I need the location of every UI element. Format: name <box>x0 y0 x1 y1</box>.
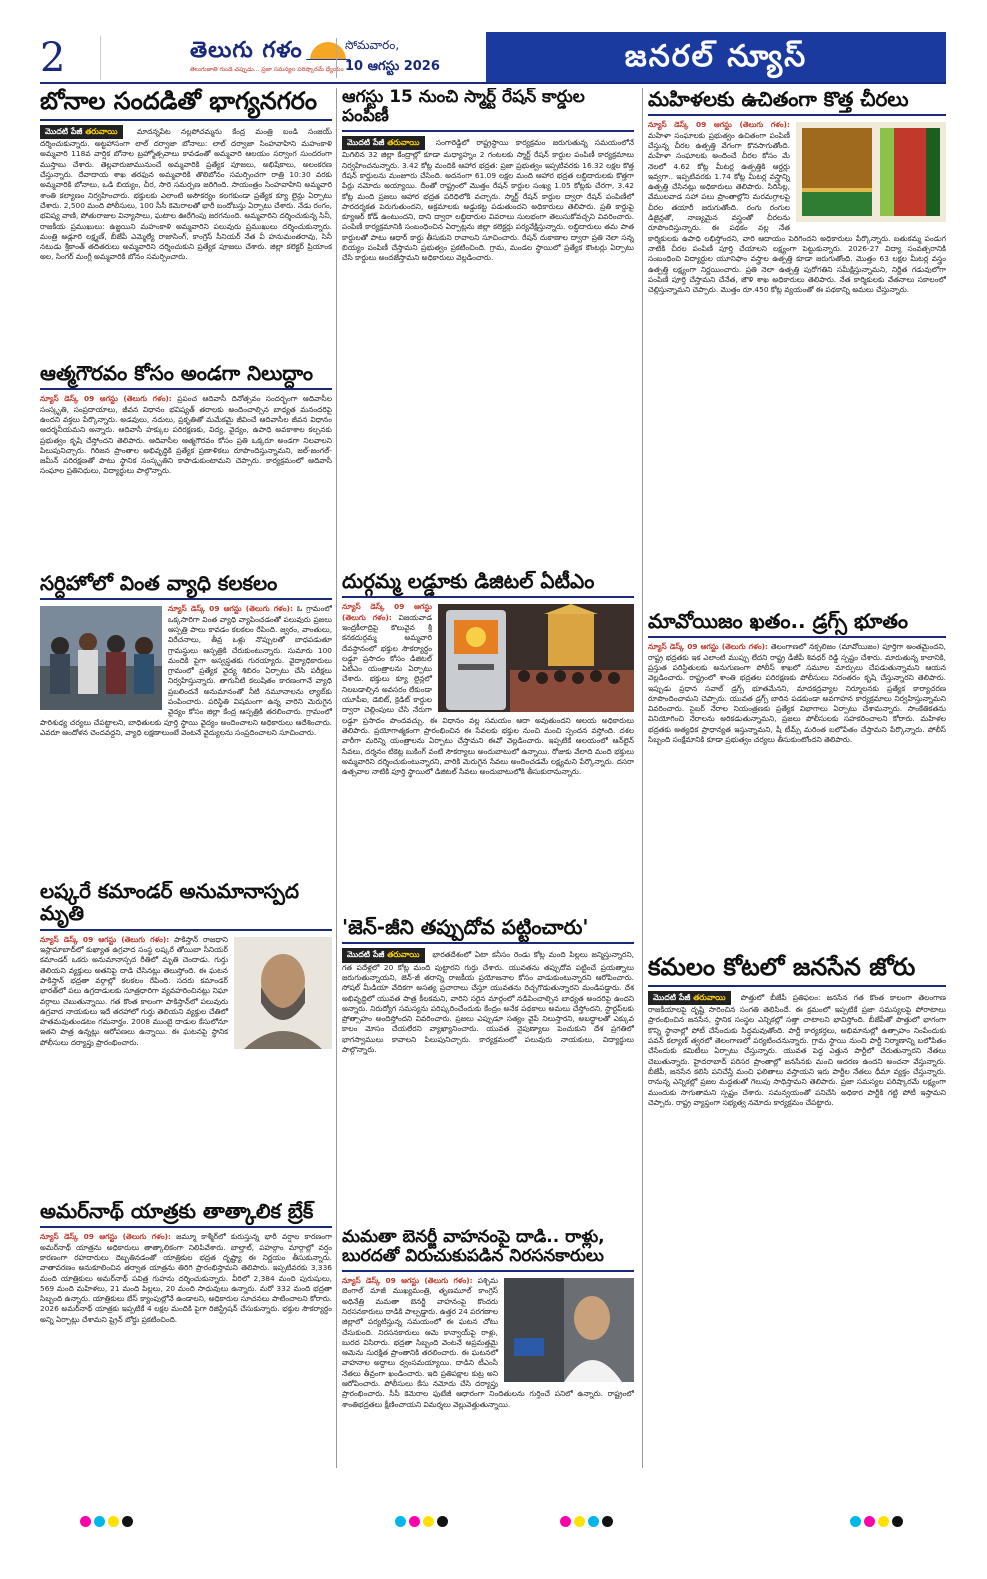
registration-marks <box>560 1512 616 1526</box>
headline-rule <box>40 929 332 931</box>
cyan-dot <box>94 1516 105 1527</box>
magenta-dot <box>409 1516 420 1527</box>
cyan-dot <box>395 1516 406 1527</box>
article-sarees <box>648 88 946 603</box>
headline: 'జెన్-జీని తప్పుదోవ పట్టించారు' <box>342 916 589 939</box>
article-body: మొదటి పేజీ తరువాయి సంగారెడ్డిలో రాష్ట్రస్థాయి కార్యక్రమం జరుగుతున్న సమయంలోనే మిగిలిన 32 జిల్లా కేంద్రాల్లో కూడా మధ్యాహ్నం 2 గంటలకు స్మార్ట్ రేషన్ కార్డుల పంపిణీ కార్యక్రమాలు నిర్వహించనున్నారు. 3.42 కోట్ల మందికి ఆహార భద్రత: ప్రజా ప్రభుత్వం ఇప్పటివరకు 16.32 లక్షల కొత్త రేషన్ కార్డులను మంజూరు చేసింది. అదనంగా 61.09 లక్షల మంది ఆహార భద్రత లబ్ధిదారులకు కొత్తగా పేర్లు నమోదు అయ్యాయి. దీంతో రాష్ట్రంలో మొత్తం రేషన్ కార్డుల సంఖ్య 1.05 కోట్లకు చేరగా, 3.42 కోట్ల మంది ప్రజలు ఆహార భద్రత పరిధిలోకి వచ్చారు. స్మార్ట్ రేషన్ కార్డుల ద్వారా రేషన్ పంపిణీలో పారదర్శకత పెరుగుతుందని, అక్రమాలకు అడ్డుకట్ట పడుతుందని అధికారులు తెలిపారు. ప్రతి కార్డుపై క్యూఆర్ కోడ్ ఉంటుందని, దాని ద్వారా లబ్ధిదారుల వివరాలు సులభంగా తెలుసుకోవచ్చని వివరించారు. పంపిణీ కార్యక్రమానికి సంబంధించిన ఏర్పాట్లను జిల్లా కలెక్టర్లు పర్యవేక్షిస్తున్నారు. లబ్ధిదారులు తమ పాత కార్డులతో పాటు ఆధార్ కార్డు తీసుకుని రావాలని సూచించారు. రేషన్ దుకాణాల ద్వారా ప్రతి నెలా సన్న బియ్యం పంపిణీ చేస్తామని ప్రభుత్వం ప్రకటించింది. గ్రామ, మండల స్థాయిలో ప్రత్యేక కౌంటర్లు ఏర్పాటు చేసి కార్డులు అందజేస్తామని అధికారులు వెల్లడించారు. <box>342 138 634 263</box>
article-amarnath <box>40 1200 332 1480</box>
dateline: న్యూస్ డెస్క్ 09 ఆగస్టు (తెలుగు గళం): <box>342 602 432 622</box>
black-dot <box>602 1516 613 1527</box>
yellow-dot <box>574 1516 585 1527</box>
headline: కమలం కోటలో జనసేన జోరు <box>648 954 916 981</box>
issue-day: సోమవారం, <box>345 38 400 52</box>
article-body: న్యూస్ డెస్క్ 09 ఆగస్టు (తెలుగు గళం): విజయవాడ ఇంద్రకీలాద్రిపై కొలువైన శ్రీ కనకదుర్గమ్మ అమ్మవారి దేవస్థానంలో భక్తుల సౌకర్యార్థం లడ్డూ ప్రసాదం కోసం డిజిటల్ ఏటీఎం యంత్రాలను ఏర్పాటు చేశారు. భక్తులు క్యూ లైన్లలో నిలబడాల్సిన అవసరం లేకుండా యూపీఐ, డెబిట్, క్రెడిట్ కార్డుల ద్వారా చెల్లింపులు చేసి నేరుగా లడ్డూ ప్రసాదం పొందవచ్చు. ఈ విధానం వల్ల సమయం ఆదా అవుతుందని ఆలయ అధికారులు తెలిపారు. ప్రయోగాత్మకంగా ప్రారంభించిన ఈ సేవలకు భక్తుల నుంచి మంచి స్పందన వస్తోంది. దశల వారీగా మరిన్ని యంత్రాలను ఏర్పాటు చేస్తామని ఈవో వెల్లడించారు. ఇప్పటికే ఆలయంలో ఆన్‌లైన్ సేవలు, దర్శనం టికెట్ల బుకింగ్ వంటి సౌకర్యాలు అందుబాటులో ఉన్నాయి. రోజుకు వేలాది మంది భక్తులు అమ్మవారిని దర్శించుకుంటున్నారని, వారికి మెరుగైన సేవలు అందించడమే లక్ష్యమని పేర్కొన్నారు. దసరా ఉత్సవాల నాటికి పూర్తి స్థాయిలో డిజిటల్ సేవలు అందుబాటులోకి తీసుకురానున్నారు. <box>342 602 634 777</box>
black-dot <box>122 1516 133 1527</box>
logo-text: తెలుగు గళం <box>190 38 303 63</box>
headline-rule <box>342 1270 634 1272</box>
headline-rule <box>40 119 332 121</box>
headline: దుర్గమ్మ లడ్డూకు డిజిటల్ ఏటీఎం <box>342 570 595 593</box>
article-body: న్యూస్ డెస్క్ 09 ఆగస్టు (తెలుగు గళం): ప్రపంచ ఆదివాసీ దినోత్సవం సందర్భంగా ఆదివాసీల సంస్కృతి, సంప్రదాయాలు, జీవన విధానం భవిష్యత్ తరాలకు అందించాల్సిన బాధ్యత మనందరిపై ఉందని వక్తలు పేర్కొన్నారు. అడవులు, నదులు, ప్రకృతితో మమేకమై జీవించే ఆదివాసీల జీవన విధానం ఆదర్శనీయమని అన్నారు. ఆదివాసీ హక్కుల పరిరక్షణకు, విద్య, వైద్యం, ఉపాధి అవకాశాల కల్పనకు ప్రభుత్వం కృషి చేస్తోందని తెలిపారు. ఆదివాసీల ఆత్మగౌరవం కోసం ప్రతి ఒక్కరూ అండగా నిలవాలని పిలుపునిచ్చారు. గిరిజన ప్రాంతాల అభివృద్ధికి ప్రత్యేక ప్రణాళికలు రూపొందిస్తున్నామని, జల్-జంగల్-జమీన్ పరిరక్షణతో పాటు స్థానిక సంస్కృతిని కాపాడుకుంటామని చెప్పారు. కార్యక్రమంలో ఆదివాసీ సంఘాల ప్రతినిధులు, విద్యార్థులు పాల్గొన్నారు. <box>40 394 332 476</box>
dateline: న్యూస్ డెస్క్ 09 ఆగస్టు (తెలుగు గళం): <box>342 1276 473 1286</box>
headline: మహిళలకు ఉచితంగా కొత్త చీరలు <box>648 88 909 111</box>
headline-rule <box>648 636 946 638</box>
headline: లష్కరే కమాండర్ అనుమానాస్పద మృతి <box>40 880 299 926</box>
page-number: 2 <box>40 36 101 80</box>
dateline: న్యూస్ డెస్క్ 09 ఆగస్టు (తెలుగు గళం): <box>648 120 790 130</box>
cyan-dot <box>588 1516 599 1527</box>
headline: ఆత్మగౌరవం కోసం అండగా నిలుద్దాం <box>40 362 313 385</box>
temple-atm-photo <box>438 604 634 712</box>
headline-rule <box>648 985 946 987</box>
registration-marks <box>395 1512 451 1526</box>
article-maoism <box>648 610 946 940</box>
headline-rule <box>40 1226 332 1228</box>
issue-date: 10 ఆగస్టు 2026 <box>345 59 440 74</box>
masthead <box>40 32 946 84</box>
article-body: న్యూస్ డెస్క్ 09 ఆగస్టు (తెలుగు గళం): తెలంగాణలో నక్సలిజం (మావోయిజం) పూర్తిగా అంతమైందని, రాష్ట్ర భద్రతకు ఇక ఎలాంటి ముప్పు లేదని రాష్ట్ర డీజీపీ శివధర్ రెడ్డి స్పష్టం చేశారు. మారుతున్న కాలానికి, ప్రస్తుత పరిస్థితులకు అనుగుణంగా పోలీస్ శాఖలో సమూల మార్పులు చేపడుతున్నామని ఆయన వెల్లడించారు. రాష్ట్రంలో శాంతి భద్రతల పరిరక్షణకు పోలీసులు నిరంతరం కృషి చేస్తున్నారని తెలిపారు. ఇప్పుడు ప్రధాన సవాల్ డ్రగ్స్ భూతమేనని, మాదకద్రవ్యాల నిర్మూలనకు ప్రత్యేక కార్యాచరణ రూపొందించామని చెప్పారు. యువత డ్రగ్స్ బారిన పడకుండా అవగాహన కార్యక్రమాలు నిర్వహిస్తున్నామని వివరించారు. సైబర్ నేరాల నియంత్రణకు ప్రత్యేక విభాగాలు ఏర్పాటు చేశామన్నారు. సాంకేతికతను వినియోగించి నేరాలను అరికడుతున్నామని, ప్రజలు పోలీసులకు సహకరించాలని కోరారు. మహిళల భద్రతకు అత్యధిక ప్రాధాన్యత ఇస్తున్నామని, షీ టీమ్స్ మరింత బలోపేతం చేస్తామని పేర్కొన్నారు. పోలీస్ సిబ్బంది సంక్షేమానికి కూడా ప్రభుత్వం చర్యలు తీసుకుంటోందని తెలిపారు. <box>648 642 946 745</box>
crowd-photo <box>40 606 162 710</box>
article-adivasi <box>40 362 332 562</box>
magenta-dot <box>80 1516 91 1527</box>
article-body: న్యూస్ డెస్క్ 09 ఆగస్టు (తెలుగు గళం): పశ్చిమ బెంగాల్ మాజీ ముఖ్యమంత్రి, తృణమూల్ కాంగ్రెస్ అధినేత్రి మమతా బెనర్జీ వాహనంపై కొందరు నిరసనకారులు దాడికి పాల్పడ్డారు. ఉత్తర 24 పరగణాల జిల్లాలో పర్యటిస్తున్న సమయంలో ఈ ఘటన చోటు చేసుకుంది. నిరసనకారులు ఆమె కాన్వాయ్‌పై రాళ్లు, బురద విసిరారు. భద్రతా సిబ్బంది వెంటనే అప్రమత్తమై ఆమెను సురక్షిత ప్రాంతానికి తరలించారు. ఈ ఘటనలో వాహనాల అద్దాలు ధ్వంసమయ్యాయి. దాడిని టీఎంసీ నేతలు తీవ్రంగా ఖండించారు. ఇది ప్రతిపక్షాల కుట్ర అని ఆరోపించారు. పోలీసులు కేసు నమోదు చేసి దర్యాప్తు ప్రారంభించారు. సీసీ కెమెరాల ఫుటేజీ ఆధారంగా నిందితులను గుర్తించే పనిలో ఉన్నారు. రాష్ట్రంలో శాంతిభద్రతలు క్షీణించాయని విమర్శలు వెల్లువెత్తుతున్నాయి. <box>342 1276 634 1409</box>
mamata-photo <box>504 1278 634 1382</box>
article-disease <box>40 572 332 872</box>
headline-rule <box>342 596 634 598</box>
article-janasena <box>648 954 946 1579</box>
registration-marks <box>80 1512 136 1526</box>
article-body: మొదటి పేజీ తరువాయి మాదన్నపేట నల్లపోచమ్మను కేంద్ర మంత్రి బండి సంజయ్ దర్శించుకున్నారు. అట్టహాసంగా లాల్ దర్వాజా బోనాలు: లాల్ దర్వాజా సింహవాహిని మహంకాళి అమ్మవారి 118వ వార్షిక బోనాల బ్రహ్మోత్సవాలు కావడంతో అమ్మవారి ఆలయం సర్వాంగ సుందరంగా ముస్తాబు చేశారు. తెల్లవారుజామునుంచే అమ్మవారికి ప్రత్యేక పూజలు, అభిషేకాలు, అలంకరణ చేస్తున్నారు. దేవాదాయ శాఖ తరఫున అమ్మవారికి తొలిబోనం సమర్పించగా రాత్రి 10:30 వరకు అమ్మవారికి బోనాలు, ఒడి బియ్యం, చీర, సారె సమర్పణ జరిగింది. సాయంత్రం సింహవాహిని అమ్మవారి శాంతి కల్యాణం నిర్వహించారు. భక్తులకు ఎలాంటి అసౌకర్యం కలగకుండా ప్రత్యేక క్యూ లైన్లు ఏర్పాటు చేశారు. 2,500 మంది పోలీసులు, 100 సీసీ కెమెరాలతో భారీ బందోబస్తు ఏర్పాటు చేశారు. నేడు రంగం, భవిష్య వాణి, పోతురాజుల విన్యాసాలు, ఘటాల ఊరేగింపు జరగనుంది. అమ్మవారిని దర్శించుకున్న సినీ, రాజకీయ ప్రముఖులు: ఉజ్జయిని మహంకాళి అమ్మవారిని పలువురు ప్రముఖులు దర్శించుకున్నారు. మంత్రి అడ్లూరి లక్ష్మణ్, బీజేపీ ఎమ్మెల్యే రాజాసింగ్, కాంగ్రెస్ సీనియర్ నేత వీ హనుమంతరావు, సినీ నటుడు శ్రీకాంత్ తదితరులు అమ్మవారిని దర్శించుకుని ప్రత్యేక పూజలు చేశారు. జిల్లా కలెక్టర్ ప్రియాంక అల, సింగర్ మంగ్లీ అమ్మవారికి బోనం సమర్పించారు. <box>40 126 332 262</box>
headline-rule <box>40 598 332 600</box>
section-title: జనరల్ న్యూస్ <box>486 32 946 82</box>
headline: సర్దిహోలో వింత వ్యాధి కలకలం <box>40 572 278 595</box>
headline: అమర్‌నాథ్ యాత్రకు తాత్కాలిక బ్రేక్ <box>40 1200 314 1223</box>
registration-marks <box>850 1512 906 1526</box>
continued-tag: మొదటి పేజీ తరువాయి <box>648 991 731 1005</box>
article-body: న్యూస్ డెస్క్ 09 ఆగస్టు (తెలుగు గళం): పాకిస్తాన్ రాజధాని ఇస్లామాబాద్‌లో కుఖ్యాత ఉగ్రవాద సంస్థ లష్కరే తోయిబా సీనియర్ కమాండర్ ఒకరు అనుమానాస్పద రీతిలో మృతి చెందాడు. గుర్తు తెలియని వ్యక్తులు అతనిపై దాడి చేసినట్లు తెలుస్తోంది. ఈ ఘటన పాకిస్తాన్ భద్రతా వర్గాల్లో కలకలం రేపింది. సదరు కమాండర్ భారత్‌లో పలు ఉగ్రదాడులకు సూత్రధారిగా వ్యవహరించినట్లు నిఘా వర్గాలు చెబుతున్నాయి. గత కొంత కాలంగా పాకిస్తాన్‌లో పలువురు ఉగ్రవాద నాయకులు ఇదే తరహాలో గుర్తు తెలియని వ్యక్తుల చేతిలో హతమవుతుండటం గమనార్హం. 2008 ముంబై దాడుల కేసులోనూ ఇతని పాత్ర ఉన్నట్లు ఆరోపణలు ఉన్నాయి. ఈ ఘటనపై స్థానిక పోలీసులు దర్యాప్తు ప్రారంభించారు. <box>40 934 228 1047</box>
column-divider <box>336 88 337 1468</box>
article-body: న్యూస్ డెస్క్ 09 ఆగస్టు (తెలుగు గళం): మహిళా సంఘాలకు ప్రభుత్వం ఉచితంగా పంపిణీ చేస్తున్న చీరల ఉత్పత్తి వేగంగా కొనసాగుతోంది. మహిళా సంఘాలకు అందించే చీరల కోసం మే నెలలో 4.62 కోట్ల మీటర్ల ఉత్పత్తికి ఆర్డర్లు ఇవ్వగా.. ఇప్పటివరకు 1.74 కోట్ల మీటర్ల వస్త్రాన్ని ఉత్పత్తి చేసినట్లు అధికారులు తెలిపారు. సిరిసిల్ల, వేములవాడ సహా పలు ప్రాంతాల్లోని మరమగ్గాలపై చీరల తయారీ జరుగుతోంది. రంగు రంగుల డిజైన్లతో, నాణ్యమైన వస్త్రంతో చీరలను రూపొందిస్తున్నారు. ఈ పథకం వల్ల నేత కార్మికులకు ఉపాధి లభిస్తోందని, వారి ఆదాయం పెరిగిందని అధికారులు పేర్కొన్నారు. బతుకమ్మ పండుగ నాటికి చీరల పంపిణీ పూర్తి చేయాలని లక్ష్యంగా పెట్టుకున్నారు. 2026-27 విద్యా సంవత్సరానికి సంబంధించి విద్యార్థుల యూనిఫాం వస్త్రాల ఉత్పత్తి కూడా జరుగుతోంది. మొత్తం 63 లక్షల మీటర్ల వస్త్రం ఉత్పత్తి లక్ష్యంగా నిర్ణయించారు. ప్రతి నెలా ఉత్పత్తి పురోగతిని సమీక్షిస్తున్నామని, నిర్ణీత గడువులోగా పంపిణీ పూర్తి చేస్తామని చేనేత, జౌళి శాఖ అధికారులు తెలిపారు. నేత కార్మికులకు వేతనాలు సకాలంలో చెల్లిస్తున్నామని చెప్పారు. మొత్తం రూ.450 కోట్ల వ్యయంతో ఈ పథకాన్ని అమలు చేస్తున్నారు. <box>648 120 946 295</box>
black-dot <box>892 1516 903 1527</box>
headline: బోనాల సందడితో భాగ్యనగరం <box>40 88 318 115</box>
dateline: న్యూస్ డెస్క్ 09 ఆగస్టు (తెలుగు గళం): <box>648 642 768 652</box>
dateline: న్యూస్ డెస్క్ 09 ఆగస్టు (తెలుగు గళం): <box>40 1232 171 1242</box>
article-body: మొదటి పేజీ తరువాయి భారతదేశంలో ఏటా కనీసం రెండు కోట్ల మంది పిల్లలు జన్మిస్తున్నారని, గత పదేళ్లలో 20 కోట్ల మంది పుట్టారని గుర్తు చేశారు. యువతను తప్పుదోవ పట్టించే ప్రయత్నాలు జరుగుతున్నాయని, జెన్-జీ తరాన్ని రాజకీయ ప్రయోజనాల కోసం వాడుకుంటున్నారని ఆరోపించారు. సోషల్ మీడియా వేదికగా అసత్య ప్రచారాలు చేస్తూ యువతను రెచ్చగొడుతున్నారని మండిపడ్డారు. దేశ అభివృద్ధిలో యువత పాత్ర కీలకమని, వారిని సరైన మార్గంలో నడిపించాల్సిన బాధ్యత అందరిపై ఉందని అన్నారు. నిరుద్యోగ సమస్యను పరిష్కరించేందుకు కేంద్రం అనేక పథకాలు అమలు చేస్తోందని, స్టార్టప్‌లకు ప్రోత్సాహం అందిస్తోందని వివరించారు. ప్రజలు ఎప్పుడూ సత్యం వైపే నిలుస్తారని, అబద్ధాలతో ఎక్కువ కాలం మోసం చేయలేరని వ్యాఖ్యానించారు. యువత నైపుణ్యాలు పెంచుకుని దేశ ప్రగతిలో భాగస్వాములు కావాలని పిలుపునిచ్చారు. కార్యక్రమంలో పలువురు నాయకులు, విద్యార్థులు పాల్గొన్నారు. <box>342 950 634 1055</box>
headline: మమతా బెనర్జీ వాహనంపై దాడి.. రాళ్లు, బురదతో విరుచుకుపడిన నిరసనకారులు <box>342 1228 605 1267</box>
article-body: న్యూస్ డెస్క్ 09 ఆగస్టు (తెలుగు గళం): జమ్మూ కాశ్మీర్‌లో కురుస్తున్న భారీ వర్షాల కారణంగా అమర్‌నాథ్ యాత్రను అధికారులు తాత్కాలికంగా నిలిపివేశారు. బాల్తాల్, పహల్గాం మార్గాల్లో వర్షం కారణంగా రహదారులు దెబ్బతినడంతో యాత్రికుల భద్రత దృష్ట్యా ఈ నిర్ణయం తీసుకున్నారు. వాతావరణం అనుకూలించిన తర్వాత యాత్రను తిరిగి ప్రారంభిస్తామని తెలిపారు. ఇప్పటివరకు 3,336 మంది యాత్రికులు అమర్‌నాథ్ పవిత్ర గుహను దర్శించుకున్నారు. వీరిలో 2,384 మంది పురుషులు, 569 మంది మహిళలు, 21 మంది పిల్లలు, 20 మంది సాధువులు ఉన్నారు. మరో 332 మంది భద్రతా సిబ్బంది ఉన్నారు. యాత్రికులు బేస్ క్యాంపుల్లోనే ఉండాలని, అధికారుల సూచనలు పాటించాలని కోరారు. 2026 అమర్‌నాథ్ యాత్రకు ఇప్పటికే 4 లక్షల మందికి పైగా రిజిస్ట్రేషన్ చేసుకున్నారు. భక్తుల సౌకర్యార్థం అన్ని ఏర్పాట్లు చేశామని ష్రైన్ బోర్డు ప్రకటించింది. <box>40 1232 332 1324</box>
newspaper-logo <box>190 38 350 78</box>
continued-tag: మొదటి పేజీ తరువాయి <box>342 948 425 962</box>
yellow-dot <box>108 1516 119 1527</box>
headline: ఆగస్టు 15 నుంచి స్మార్ట్ రేషన్ కార్డుల పంపిణీ <box>342 88 585 127</box>
magenta-dot <box>560 1516 571 1527</box>
dateline: న్యూస్ డెస్క్ 09 ఆగస్టు (తెలుగు గళం): <box>40 934 170 944</box>
headline-rule <box>648 114 946 116</box>
article-lashkar <box>40 880 332 1192</box>
magenta-dot <box>864 1516 875 1527</box>
saree-photo <box>796 122 946 222</box>
article-gen-z <box>342 916 634 1216</box>
continued-tag: మొదటి పేజీ తరువాయి <box>40 125 123 139</box>
headline-rule <box>342 942 634 944</box>
dateline: న్యూస్ డెస్క్ 09 ఆగస్టు (తెలుగు గళం): <box>40 394 172 404</box>
black-dot <box>437 1516 448 1527</box>
yellow-dot <box>878 1516 889 1527</box>
date-box <box>336 38 493 78</box>
article-durga-atm <box>342 570 634 905</box>
yellow-dot <box>423 1516 434 1527</box>
portrait-photo <box>234 937 332 1049</box>
column-divider <box>642 88 643 1468</box>
headline-rule <box>342 130 634 132</box>
article-body: మొదటి పేజీ తరువాయి పొత్తులో బీజేపీ ప్రతిఫలం: జనసేన గత కొంత కాలంగా తెలంగాణ రాజకీయాలపై దృష్టి సారించిన సంగతి తెలిసిందే. ఈ క్రమంలో ఇప్పటికే ప్రజా సమస్యలపై పోరాటాలు ప్రారంభించిన జనసేన, స్థానిక సంస్థల ఎన్నికల్లో సత్తా చాటాలని భావిస్తోంది. బీజేపీతో పొత్తులో భాగంగా కొన్ని స్థానాల్లో పోటీ చేసేందుకు సిద్ధమవుతోంది. పార్టీ కార్యకర్తలు, అభిమానుల్లో ఉత్సాహం నింపేందుకు పవన్ కల్యాణ్ త్వరలో తెలంగాణలో పర్యటించనున్నారు. గ్రామ స్థాయి నుంచి పార్టీ నిర్మాణాన్ని బలోపేతం చేసేందుకు కమిటీలు ఏర్పాటు చేస్తున్నారు. యువత పెద్ద ఎత్తున పార్టీలో చేరుతున్నారని నేతలు చెబుతున్నారు. హైదరాబాద్ పరిసర ప్రాంతాల్లో జనసేనకు మంచి ఆదరణ ఉందని అంచనా వేస్తున్నారు. బీజేపీ, జనసేన కలిసి పనిచేస్తే మంచి ఫలితాలు వస్తాయని ఇరు పార్టీల నేతలు ధీమా వ్యక్తం చేస్తున్నారు. రానున్న ఎన్నికల్లో ప్రజల మద్దతుతో గెలుపు సాధిస్తామని తెలిపారు. ప్రజా సమస్యల పరిష్కారమే లక్ష్యంగా ముందుకు సాగుతామని స్పష్టం చేశారు. సమన్వయంతో పనిచేసి అధికార పార్టీకి గట్టి పోటీ ఇస్తామని చెప్పారు. రాష్ట్ర వ్యాప్తంగా సభ్యత్వ నమోదు కార్యక్రమం చేపట్టారు. <box>648 992 946 1107</box>
dateline: న్యూస్ డెస్క్ 09 ఆగస్టు (తెలుగు గళం): <box>168 604 293 614</box>
article-body: న్యూస్ డెస్క్ 09 ఆగస్టు (తెలుగు గళం): ఓ గ్రామంలో ఒక్కసారిగా వింత వ్యాధి వ్యాపించడంతో పలువురు ప్రజలు ఆస్పత్రి పాలు కావడం కలకలం రేపింది. జ్వరం, వాంతులు, విరేచనాలు, తీవ్ర ఒళ్లు నొప్పులతో బాధపడుతూ గ్రామస్థులు ఆస్పత్రికి చేరుకుంటున్నారు. సుమారు 100 మందికి పైగా అస్వస్థతకు గురయ్యారు. వైద్యాధికారులు గ్రామంలో ప్రత్యేక వైద్య శిబిరం ఏర్పాటు చేసి పరీక్షలు నిర్వహిస్తున్నారు. తాగునీటి కలుషితం కారణంగానే వ్యాధి ప్రబలిందనే అనుమానంతో నీటి నమూనాలను ల్యాబ్‌కు పంపించారు. పరిస్థితి విషమంగా ఉన్న వారిని మెరుగైన వైద్యం కోసం జిల్లా కేంద్ర ఆస్పత్రికి తరలించారు. గ్రామంలో పారిశుధ్య చర్యలు చేపట్టాలని, బాధితులకు పూర్తి స్థాయి వైద్యం అందించాలని అధికారులు ఆదేశించారు. ఎవరూ ఆందోళన చెందవద్దని, వ్యాధి లక్షణాలుంటే వెంటనే వైద్యులను సంప్రదించాలని సూచించారు. <box>40 604 332 737</box>
headline: మావోయిజం ఖతం.. డ్రగ్స్ భూతం <box>648 610 909 633</box>
article-ration-cards <box>342 88 634 558</box>
cyan-dot <box>850 1516 861 1527</box>
continued-tag: మొదటి పేజీ తరువాయి <box>342 136 425 150</box>
article-bonalu <box>40 88 332 353</box>
logo-tagline: తెలుగుజాతి గుండె చప్పుడు... ప్రజా సమస్యల పరిష్కారమే ధ్యేయం <box>190 66 344 73</box>
headline-rule <box>40 388 332 390</box>
